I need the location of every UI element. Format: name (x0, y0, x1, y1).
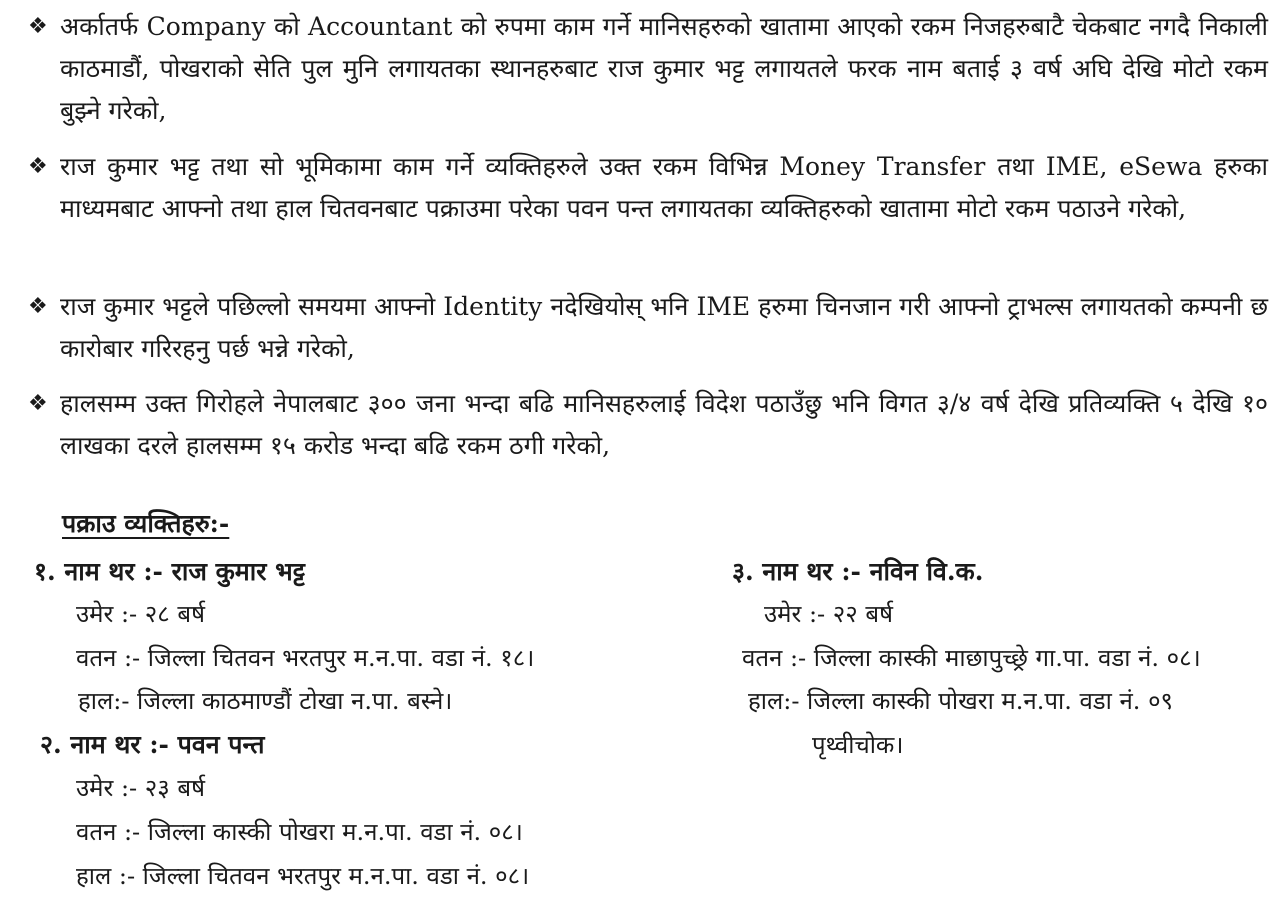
bullet-paragraph-1 (28, 6, 1268, 132)
person-1-age: उमेर :- २८ बर्ष (76, 600, 205, 628)
bullet-text-3: राज कुमार भट्टले पछिल्लो समयमा आफ्नो Identity नदेखियोस् भनि IME हरुमा चिनजान गरी आफ्नो ट्राभल्स लगायतको कम्पनी छ कारोबार गरिरहनु पर्छ भन्ने गरेको, (60, 292, 1268, 363)
bullet-paragraph-4 (28, 383, 1268, 467)
bullet-paragraph-2 (28, 146, 1268, 230)
person-1-name: १. नाम थर :- राज कुमार भट्ट (34, 557, 305, 586)
person-2-permanent-address: वतन :- जिल्ला कास्की पोखरा म.न.पा. वडा नं. ०८। (76, 818, 523, 846)
diamond-bullet-icon: ❖ (28, 154, 48, 179)
person-3-name: ३. नाम थर :- नविन वि.क. (732, 557, 984, 586)
person-2-name: २. नाम थर :- पवन पन्त (40, 730, 265, 759)
person-3-current-address-continued: पृथ्वीचोक। (812, 731, 904, 759)
diamond-bullet-icon: ❖ (28, 14, 48, 39)
diamond-bullet-icon: ❖ (28, 294, 48, 319)
person-3-current-address: हाल:- जिल्ला कास्की पोखरा म.न.पा. वडा नं. ०९ (748, 687, 1174, 715)
bullet-text-2: राज कुमार भट्ट तथा सो भूमिकामा काम गर्ने व्यक्तिहरुले उक्त रकम विभिन्न Money Transfer तथा IME, eSewa हरुका माध्यमबाट आफ्नो तथा हाल चितवनबाट पक्राउमा परेका पवन पन्त लगायतका व्यक्तिहरुको खातामा मोटो रकम पठाउने गरेको, (60, 152, 1268, 223)
person-2-current-address: हाल :- जिल्ला चितवन भरतपुर म.न.पा. वडा नं. ०८। (76, 862, 530, 890)
person-2-age: उमेर :- २३ बर्ष (76, 774, 205, 802)
person-1-current-address: हाल:- जिल्ला काठमाण्डौं टोखा न.पा. बस्ने। (78, 687, 453, 715)
bullet-paragraph-3 (28, 286, 1268, 370)
person-1-permanent-address: वतन :- जिल्ला चितवन भरतपुर म.न.पा. वडा नं. १८। (76, 644, 535, 672)
arrested-persons-heading: पक्राउ व्यक्तिहरु:- (62, 509, 230, 538)
diamond-bullet-icon: ❖ (28, 391, 48, 416)
person-3-age: उमेर :- २२ बर्ष (764, 600, 893, 628)
bullet-text-1: अर्कातर्फ Company को Accountant को रुपमा काम गर्ने मानिसहरुको खातामा आएको रकम निजहरुबाटै चेकबाट नगदै निकाली काठमाडौं, पोखराको सेति पुल मुनि लगायतका स्थानहरुबाट राज कुमार भट्ट लगायतले फरक नाम बताई ३ वर्ष अघि देखि मोटो रकम बुझ्ने गरेको, (60, 12, 1268, 125)
bullet-text-4: हालसम्म उक्त गिरोहले नेपालबाट ३०० जना भन्दा बढि मानिसहरुलाई विदेश पठाउँछु भनि विगत ३/४ वर्ष देखि प्रतिव्यक्ति ५ देखि १० लाखका दरले हालसम्म १५ करोड भन्दा बढि रकम ठगी गरेको, (60, 389, 1268, 460)
person-3-permanent-address: वतन :- जिल्ला कास्की माछापुच्छ्रे गा.पा. वडा नं. ०८। (742, 644, 1201, 672)
